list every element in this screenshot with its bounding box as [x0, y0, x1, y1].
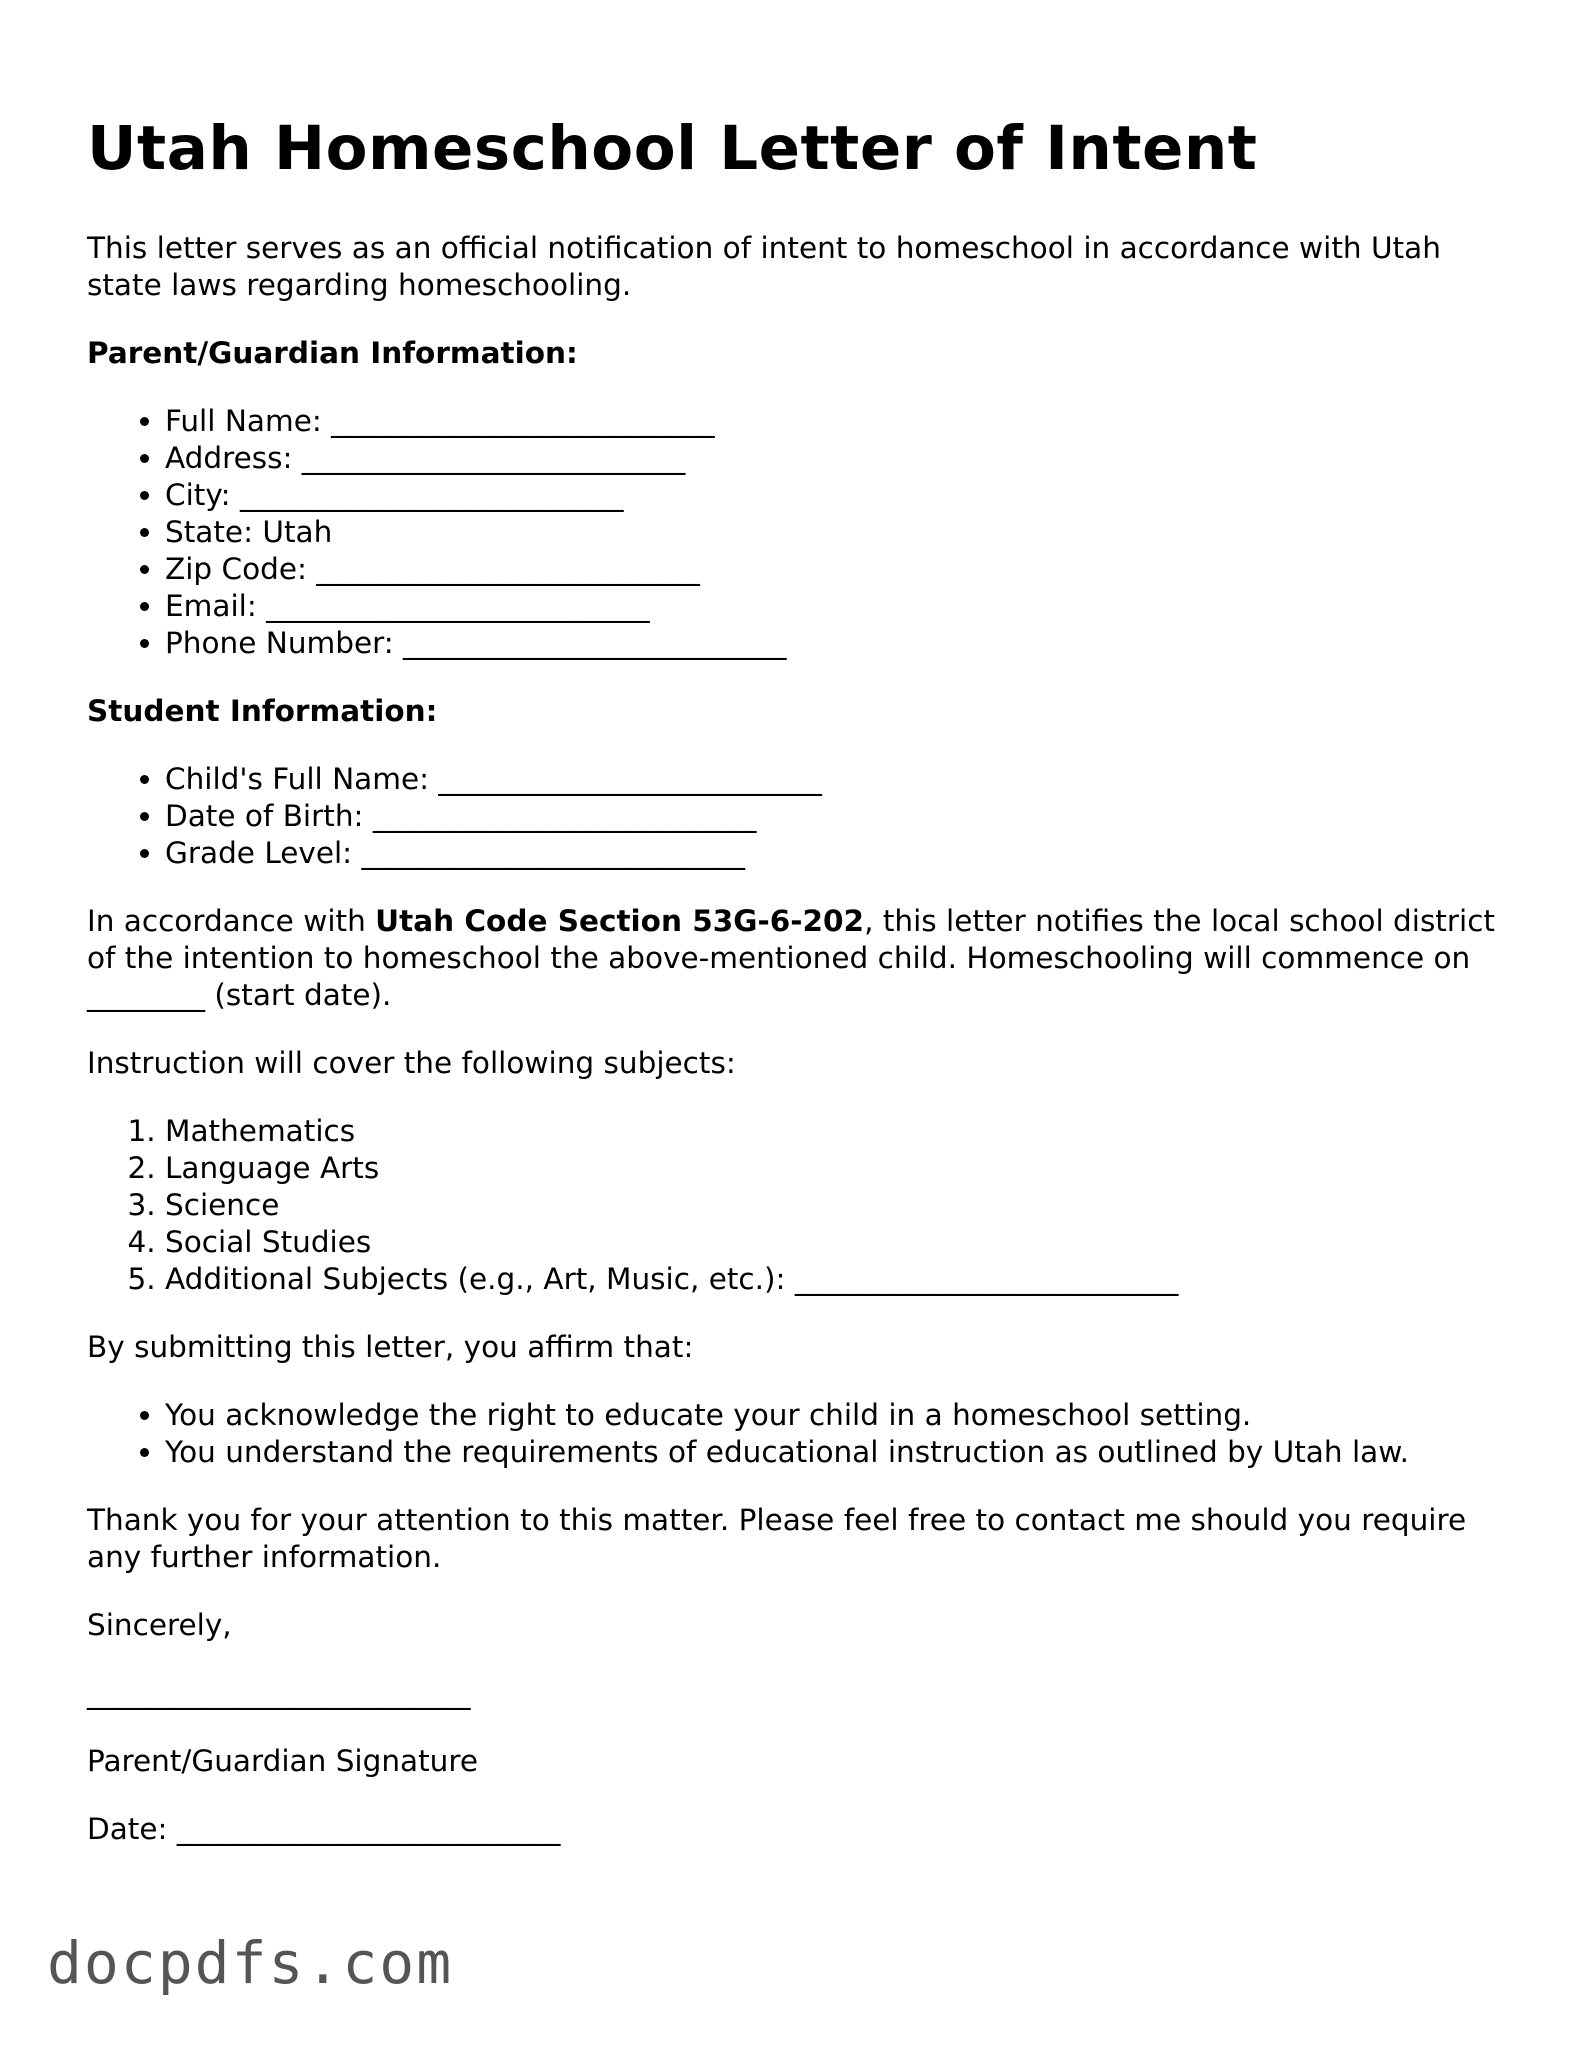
subjects-intro: Instruction will cover the following subjects: — [87, 1046, 736, 1080]
utah-code-reference: Utah Code Section 53G-6-202 — [375, 904, 865, 938]
child-full-name-field[interactable]: • Child's Full Name: __________________________ — [165, 761, 1507, 798]
student-section-heading: Student Information: — [87, 694, 438, 728]
page-title: Utah Homeschool Letter of Intent — [87, 113, 1258, 184]
subject-item: 2. Language Arts — [165, 1150, 1507, 1187]
affirmation-item: • You understand the requirements of educational instruction as outlined by Utah law. — [165, 1434, 1507, 1471]
additional-subjects-field[interactable]: 5. Additional Subjects (e.g., Art, Music, etc.): __________________________ — [165, 1261, 1507, 1298]
parent-full-name-field[interactable]: • Full Name: __________________________ — [165, 403, 1507, 440]
subject-item: 4. Social Studies — [165, 1224, 1507, 1261]
signature-line[interactable]: __________________________ — [87, 1676, 471, 1710]
parent-info-list — [87, 403, 1507, 662]
parent-section-heading: Parent/Guardian Information: — [87, 336, 578, 370]
closing-paragraph: Thank you for your attention to this matter. Please feel free to contact me should you require any further information. — [87, 1503, 1467, 1574]
parent-zip-field[interactable]: • Zip Code: __________________________ — [165, 551, 1507, 588]
signature-label: Parent/Guardian Signature — [87, 1744, 479, 1778]
sign-off: Sincerely, — [87, 1608, 232, 1642]
watermark: docpdfs.com — [47, 1929, 454, 1997]
date-of-birth-field[interactable]: • Date of Birth: __________________________ — [165, 798, 1507, 835]
subject-item: 1. Mathematics — [165, 1113, 1507, 1150]
intro-paragraph: This letter serves as an official notification of intent to homeschool in accordance with Utah state laws regarding homeschooling. — [87, 231, 1441, 302]
affirmation-item: • You acknowledge the right to educate your child in a homeschool setting. — [165, 1397, 1507, 1434]
grade-level-field[interactable]: • Grade Level: __________________________ — [165, 835, 1507, 872]
letter-document — [87, 112, 1507, 1879]
code-paragraph — [87, 903, 1507, 1014]
subject-item: 3. Science — [165, 1187, 1507, 1224]
code-paragraph-before: In accordance with — [87, 904, 376, 938]
affirmations-list — [87, 1397, 1507, 1471]
parent-email-field[interactable]: • Email: __________________________ — [165, 588, 1507, 625]
subjects-list — [87, 1113, 1507, 1298]
code-paragraph-after: , this letter notifies the local school district of the intention to homeschool the above-mentioned child. Homeschooling will commence on ________ (start date). — [87, 904, 1495, 1012]
parent-state-item: • State: Utah — [165, 514, 1507, 551]
parent-address-field[interactable]: • Address: __________________________ — [165, 440, 1507, 477]
student-info-list — [87, 761, 1507, 872]
parent-phone-field[interactable]: • Phone Number: __________________________ — [165, 625, 1507, 662]
date-field[interactable]: Date: __________________________ — [87, 1812, 561, 1846]
affirm-intro: By submitting this letter, you affirm that: — [87, 1330, 694, 1364]
parent-city-field[interactable]: • City: __________________________ — [165, 477, 1507, 514]
